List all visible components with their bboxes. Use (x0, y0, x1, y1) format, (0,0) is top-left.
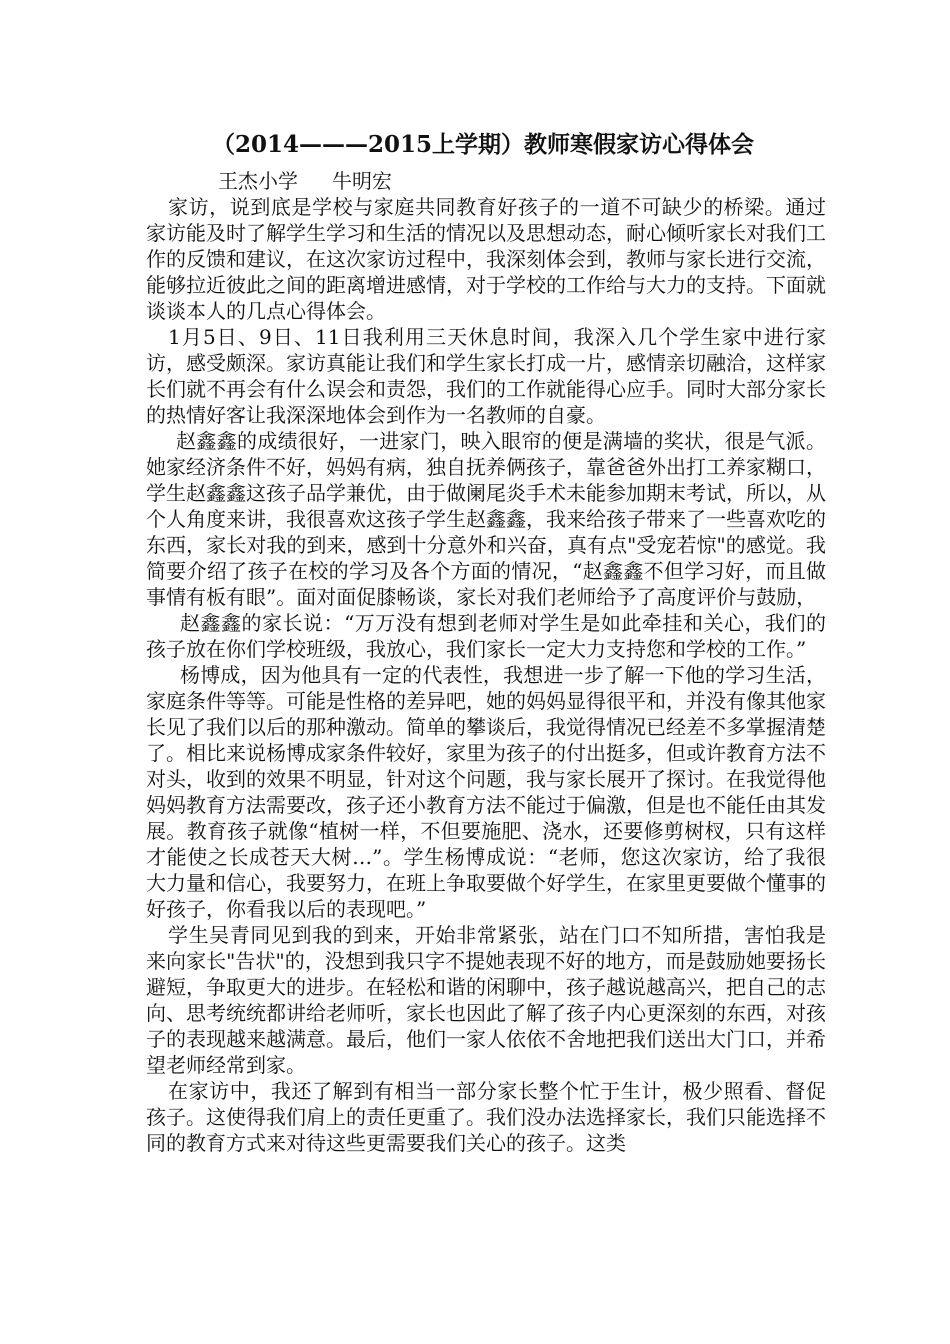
author-name: 牛明宏 (332, 169, 392, 193)
document-page (146, 130, 826, 1156)
byline (146, 168, 826, 194)
paragraph-yang-bocheng: 杨博成，因为他具有一定的代表性，我想进一步了解一下他的学习生活，家庭条件等等。可能是性格的差异吧，她的妈妈显得很平和，并没有像其他家长见了我们以后的那种激动。简单的攀谈后，我觉得情况已经差不多掌握清楚了。相比来说杨博成家条件较好，家里为孩子的付出挺多，但或许教育方法不对头，收到的效果不明显，针对这个问题，我与家长展开了探讨。在我觉得他妈妈教育方法需要改，孩子还小教育方法不能过于偏激，但是也不能任由其发展。教育孩子就像“植树一样，不但要施肥、浇水，还要修剪树杈，只有这样才能使之长成苍天大树…”。学生杨博成说：“老师，您这次家访，给了我很大力量和信心，我要努力，在班上争取要做个好学生，在家里更要做个懂事的好孩子，你看我以后的表现吧。” (146, 663, 826, 921)
paragraph-wu-qingtong: 学生吴青同见到我的到来，开始非常紧张，站在门口不知所措，害怕我是来向家长"告状"的，没想到我只字不提她表现不好的地方，而是鼓励她要扬长避短，争取更大的进步。在轻松和谐的闲聊中，孩子越说越高兴，把自己的志向、思考统统都讲给老师听，家长也因此了解了孩子内心更深刻的东西，对孩子的表现越来越满意。最后，他们一家人依依不舍地把我们送出大门口，并希望老师经常到家。 (146, 923, 826, 1077)
paragraph-conclusion: 在家访中，我还了解到有相当一部分家长整个忙于生计，极少照看、督促孩子。这使得我们肩上的责任更重了。我们没办法选择家长，我们只能选择不同的教育方式来对待这些更需要我们关心的孩子。这类 (146, 1079, 826, 1155)
paragraph-visit-dates: 1月5日、9日、11日我利用三天休息时间，我深入几个学生家中进行家访，感受颇深。家访真能让我们和学生家长打成一片，感情亲切融洽，这样家长们就不再会有什么误会和责怨，我们的工作就能得心应手。同时大部分家长的热情好客让我深深地体会到作为一名教师的自豪。 (146, 325, 826, 427)
school-name: 王杰小学 (218, 169, 298, 193)
document-title: （2014———2015上学期）教师寒假家访心得体会 (211, 131, 755, 158)
paragraph-intro: 家访，说到底是学校与家庭共同教育好孩子的一道不可缺少的桥梁。通过家访能及时了解学生学习和生活的情况以及思想动态，耐心倾听家长对我们工作的反馈和建议，在这次家访过程中，我深刻体会到，教师与家长进行交流，能够拉近彼此之间的距离增进感情，对于学校的工作给与大力的支持。下面就谈谈本人的几点心得体会。 (146, 195, 826, 323)
paragraph-zhao-parent-quote: 赵鑫鑫的家长说：“万万没有想到老师对学生是如此牵挂和关心，我们的孩子放在你们学校班级，我放心，我们家长一定大力支持您和学校的工作。” (146, 611, 826, 661)
paragraph-zhao-xinxin: 赵鑫鑫的成绩很好，一进家门，映入眼帘的便是满墙的奖状，很是气派。她家经济条件不好，妈妈有病，独自抚养俩孩子，靠爸爸外出打工养家糊口，学生赵鑫鑫这孩子品学兼优，由于做阑尾炎手术未能参加期末考试，所以，从个人角度来讲，我很喜欢这孩子学生赵鑫鑫，我来给孩子带来了一些喜欢吃的东西，家长对我的到来，感到十分意外和兴奋，真有点"受宠若惊"的感觉。我简要介绍了孩子在校的学习及各个方面的情况，“赵鑫鑫不但学习好，而且做事情有板有眼”。面对面促膝畅谈，家长对我们老师给予了高度评价与鼓励， (146, 429, 826, 609)
